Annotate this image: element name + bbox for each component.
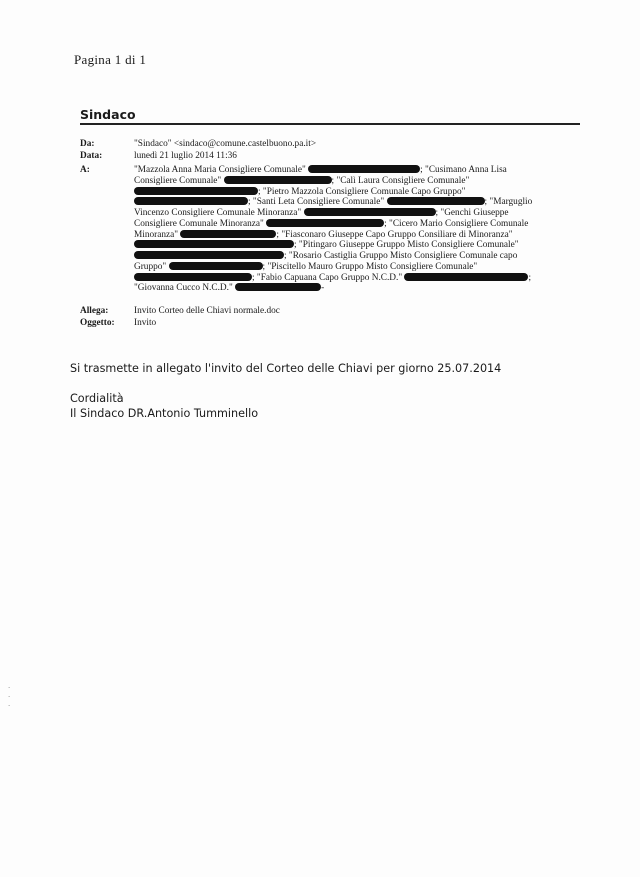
redaction-mark [134, 240, 294, 248]
recipient-line: Minoranza" ; "Fiasconaro Giuseppe Capo Gruppo Consiliare di Minoranza" [134, 229, 513, 240]
redaction-mark [134, 251, 284, 259]
header-divider [80, 123, 580, 125]
redaction-mark [169, 262, 263, 270]
redaction-mark [134, 187, 258, 195]
recipient-line: ; "Pitingaro Giuseppe Gruppo Misto Consigliere Comunale" [134, 240, 574, 251]
scan-specks: · · · [8, 684, 11, 710]
redaction-mark [304, 208, 436, 216]
message-text: Si trasmette in allegato l'invito del Corteo delle Chiavi per giorno 25.07.2014 [70, 362, 502, 375]
subject-value: Invito [134, 318, 157, 328]
redaction-mark [266, 219, 384, 227]
redaction-mark [224, 176, 332, 184]
recipient-line: Gruppo" ; "Piscitello Mauro Gruppo Misto Consigliere Comunale" [134, 261, 478, 272]
redaction-mark [404, 273, 528, 281]
redaction-mark [180, 230, 276, 238]
date-value: lunedì 21 luglio 2014 11:36 [134, 151, 237, 161]
recipient-line: "Mazzola Anna Maria Consigliere Comunale" ; "Cusimano Anna Lisa [134, 165, 507, 175]
attachment-label: Allega: [80, 306, 109, 316]
closing-text: Cordialità [70, 392, 124, 405]
signature-text: Il Sindaco DR.Antonio Tumminello [70, 407, 259, 420]
recipient-line: Vincenzo Consigliere Comunale Minoranza" ; "Genchi Giuseppe [134, 208, 509, 218]
subject-label: Oggetto: [80, 318, 115, 328]
recipient-line: ; "Santi Leta Consigliere Comunale" ; "Marguglio [134, 197, 574, 208]
redaction-mark [308, 165, 420, 173]
recipient-line: Consigliere Comunale Minoranza" ; "Cicero Mario Consigliere Comunale [134, 218, 529, 229]
from-label: Da: [80, 139, 95, 149]
recipient-line: ; "Pietro Mazzola Consigliere Comunale Capo Gruppo" [134, 187, 574, 198]
redaction-mark [235, 283, 321, 291]
recipient-list [134, 165, 574, 294]
from-value: "Sindaco" <sindaco@comune.castelbuono.pa.it> [134, 139, 317, 149]
to-label: A: [80, 165, 90, 175]
recipient-line: Consigliere Comunale" ; "Calì Laura Consigliere Comunale" [134, 175, 470, 186]
redaction-mark [387, 197, 485, 205]
redaction-mark [134, 273, 252, 281]
redaction-mark [134, 197, 248, 205]
recipient-line: ; "Fabio Capuana Capo Gruppo N.C.D." ; [134, 273, 574, 284]
recipient-line: ; "Rosario Castiglia Gruppo Misto Consigliere Comunale capo [134, 251, 574, 262]
attachment-value: Invito Corteo delle Chiavi normale.doc [134, 306, 280, 316]
sender-title: Sindaco [80, 107, 136, 122]
date-label: Data: [80, 151, 103, 161]
page-number: Pagina 1 di 1 [74, 52, 147, 67]
recipient-line: "Giovanna Cucco N.C.D." - [134, 283, 325, 294]
